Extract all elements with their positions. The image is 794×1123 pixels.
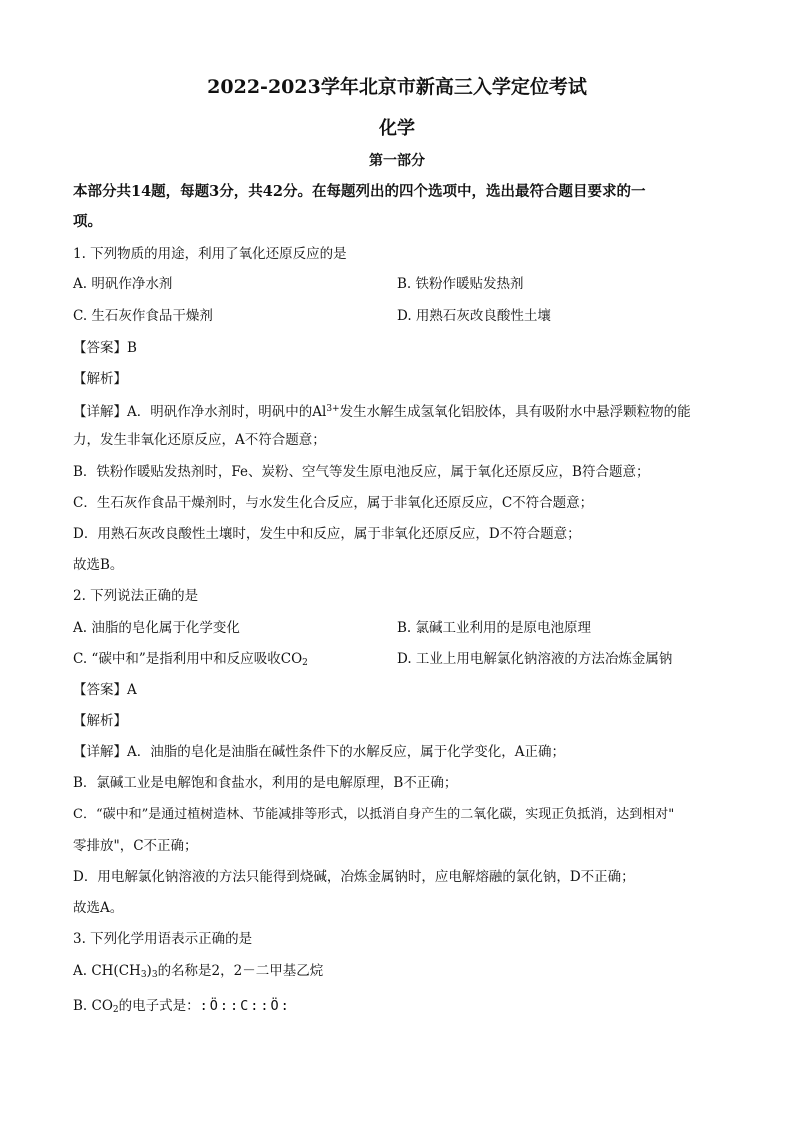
formula-part: B. CO: [73, 998, 113, 1014]
q2-option-a: A. 油脂的皂化属于化学变化: [73, 620, 240, 636]
part-title: 第一部分: [369, 153, 425, 169]
formula-part: A. CH(CH: [73, 963, 141, 979]
subscript: 3: [151, 970, 158, 980]
q2-detail-4: 零排放"，C不正确；: [73, 838, 198, 854]
q1-option-b: B. 铁粉作暖贴发热剂: [397, 276, 524, 292]
q3-stem: 3. 下列化学用语表示正确的是: [73, 931, 253, 947]
q1-stem: 1. 下列物质的用途，利用了氧化还原反应的是: [73, 246, 347, 262]
q1-option-d: D. 用熟石灰改良酸性土壤: [397, 308, 551, 324]
q2-detail-5: D．用电解氯化钠溶液的方法只能得到烧碱，冶炼金属钠时，应电解熔融的氯化钠，D不正确；: [73, 869, 635, 885]
q1-analysis-label: 【解析】: [73, 371, 127, 387]
q1-detail-1-rest: 发生水解生成氢氧化铝胶体，具有吸附水中悬浮颗粒物的能: [339, 404, 691, 420]
q1-detail-5: D．用熟石灰改良酸性土壤时，发生中和反应，属于非氧化还原反应，D不符合题意；: [73, 526, 581, 542]
subscript: 2: [302, 658, 308, 668]
q1-detail-3: B．铁粉作暖贴发热剂时，Fe、炭粉、空气等发生原电池反应，属于氧化还原反应，B符合题意；: [73, 464, 650, 480]
q2-option-b: B. 氯碱工业利用的是原电池原理: [397, 620, 592, 636]
q2-detail-1: 【详解】A．油脂的皂化是油脂在碱性条件下的水解反应，属于化学变化，A正确；: [73, 744, 565, 760]
q2-option-c: [73, 649, 308, 673]
q2-stem: 2. 下列说法正确的是: [73, 588, 199, 604]
q1-option-c: C. 生石灰作食品干燥剂: [73, 308, 213, 324]
subscript: 3: [140, 970, 147, 980]
q1-detail-2: 力，发生非氧化还原反应，A不符合题意；: [73, 432, 326, 448]
q3-option-a-text: 的名称是2，2－二甲基乙烷: [157, 963, 324, 979]
q2-option-d: D. 工业上用电解氯化钠溶液的方法冶炼金属钠: [397, 651, 673, 667]
q2-option-c-text: C. “碳中和”是指利用中和反应吸收CO: [73, 651, 303, 667]
q2-analysis-label: 【解析】: [73, 713, 127, 729]
q2-detail-2: B．氯碱工业是电解饱和食盐水，利用的是电解原理，B不正确；: [73, 775, 458, 791]
lewis-structure: :Ö::C::Ö:: [199, 998, 291, 1014]
exam-title: 2022-2023学年北京市新高三入学定位考试: [207, 76, 587, 98]
q1-option-a: A. 明矾作净水剂: [73, 276, 173, 292]
subscript: 2: [112, 1005, 119, 1015]
q1-detail-1: [73, 399, 691, 422]
q1-conclusion: 故选B。: [73, 557, 124, 573]
q2-answer: 【答案】A: [73, 682, 137, 698]
instructions-cont: 项。: [73, 213, 102, 230]
q3-option-a: [73, 961, 323, 985]
q3-option-b: [73, 996, 291, 1020]
q3-option-b-text: 的电子式是：: [118, 998, 200, 1014]
q1-detail-4: C．生石灰作食品干燥剂时，与水发生化合反应，属于非氧化还原反应，C不符合题意；: [73, 495, 594, 511]
instructions: 本部分共14题，每题3分，共42分。在每题列出的四个选项中，选出最符合题目要求的一: [73, 183, 646, 200]
q1-answer: 【答案】B: [73, 340, 137, 356]
ion-charge: 3+: [326, 404, 340, 414]
q2-conclusion: 故选A。: [73, 900, 124, 916]
subject-title: 化学: [379, 118, 415, 139]
q1-detail-1-text: 【详解】A．明矾作净水剂时，明矾中的Al: [73, 404, 327, 420]
q2-detail-3: C．“碳中和”是通过植树造林、节能减排等形式，以抵消自身产生的二氧化碳，实现正负抵消，达到相对": [73, 807, 675, 822]
formula-part: ): [146, 963, 152, 979]
